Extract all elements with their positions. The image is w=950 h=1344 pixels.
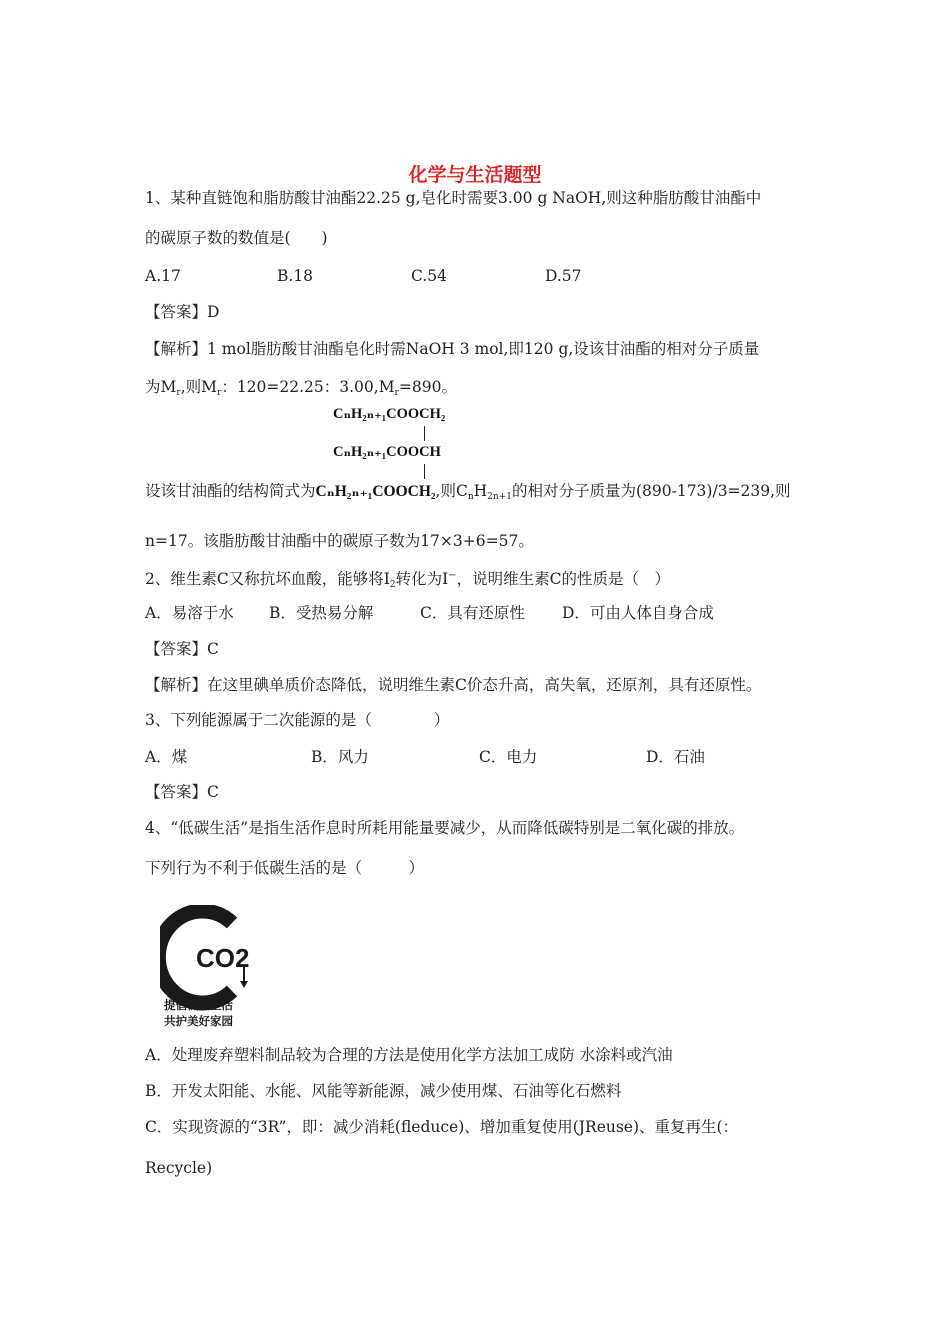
q4-option-c: C．实现资源的“3R”，即：减少消耗(flеduce)、增加重复使用(JReuse)、重复再生(： <box>145 1118 739 1136</box>
formula-bond-1 <box>424 426 425 441</box>
q1-option-a: A.17 <box>145 267 181 285</box>
low-carbon-c-icon <box>160 905 260 1035</box>
q1-analysis-line3: 设该甘油酯的结构简式为CₙH₂ₙ₊₁COOCH₂,则$C_nH_{2n+1}$的相对分子质量为(890-173)/3=239,则 <box>145 482 791 502</box>
q2-option-c: C．具有还原性 <box>420 604 525 622</box>
q2-answer: 【答案】C <box>145 640 219 658</box>
q2-analysis: 【解析】在这里碘单质价态降低，说明维生素C价态升高，高失氧，还原剂，具有还原性。 <box>145 676 762 694</box>
q3-option-a: A．煤 <box>145 748 188 766</box>
q1-option-d: D.57 <box>545 267 582 285</box>
q2-stem: 2、维生素C又称抗坏血酸，能够将$I_2$转化为I−，说明维生素C的性质是（ ） <box>145 570 670 591</box>
q4-option-a: A．处理废弃塑料制品较为合理的方法是使用化学方法加工成防 水涂料或汽油 <box>145 1046 673 1064</box>
q1-answer: 【答案】D <box>145 303 220 321</box>
q3-option-c: C．电力 <box>479 748 538 766</box>
q4-stem-line1: 4、“低碳生活”是指生活作息时所耗用能量要减少，从而降低碳特别是二氧化碳的排放。 <box>145 819 745 837</box>
logo-text-line2: 共护美好家园 <box>164 1014 233 1028</box>
formula-bond-2 <box>424 464 425 479</box>
q2-option-a: A．易溶于水 <box>145 604 234 622</box>
q4-option-b: B．开发太阳能、水能、风能等新能源，减少使用煤、石油等化石燃料 <box>145 1082 622 1100</box>
co2-label: CO2 <box>196 943 250 973</box>
q3-answer: 【答案】C <box>145 783 219 801</box>
q1-option-b: B.18 <box>277 267 314 285</box>
formula-row-3: CₙH₂ₙ₊₁COOCH₂ <box>315 483 436 500</box>
q3-stem: 3、下列能源属于二次能源的是（ ） <box>145 711 450 729</box>
q4-stem-line2: 下列行为不利于低碳生活的是（ ） <box>145 859 425 877</box>
logo-text-line1: 提倡低碳生活 <box>164 998 233 1012</box>
q1-stem-line1: 1、某种直链饱和脂肪酸甘油酯22.25 g,皂化时需要3.00 g NaOH,则这种脂肪酸甘油酯中 <box>145 189 762 207</box>
q1-analysis-line2: 为$M_r$,则$M_r$：120=22.25：$3.00,M_r=890$。 <box>145 378 457 398</box>
page-title: 化学与生活题型 <box>408 164 542 186</box>
q3-option-b: B．风力 <box>311 748 369 766</box>
q1-stem-line2: 的碳原子数的数值是( ) <box>145 229 328 247</box>
q2-option-d: D．可由人体自身合成 <box>562 604 714 622</box>
q2-option-b: B．受热易分解 <box>269 604 374 622</box>
q1-option-c: C.54 <box>411 267 447 285</box>
q4-option-c-continued: Recycle) <box>145 1159 213 1177</box>
formula-row-2: CₙH₂ₙ₊₁COOCH <box>333 444 441 460</box>
q3-option-d: D．石油 <box>646 748 705 766</box>
q1-analysis-line4: n=17。该脂肪酸甘油酯中的碳原子数为17×3+6=57。 <box>145 532 534 550</box>
formula-row-1: CₙH₂ₙ₊₁COOCH₂ <box>333 406 446 422</box>
q1-analysis-line1: 【解析】1 mol脂肪酸甘油酯皂化时需NaOH 3 mol,即120 g,设该甘油酯的相对分子质量 <box>145 340 760 358</box>
low-carbon-logo <box>160 905 260 1035</box>
